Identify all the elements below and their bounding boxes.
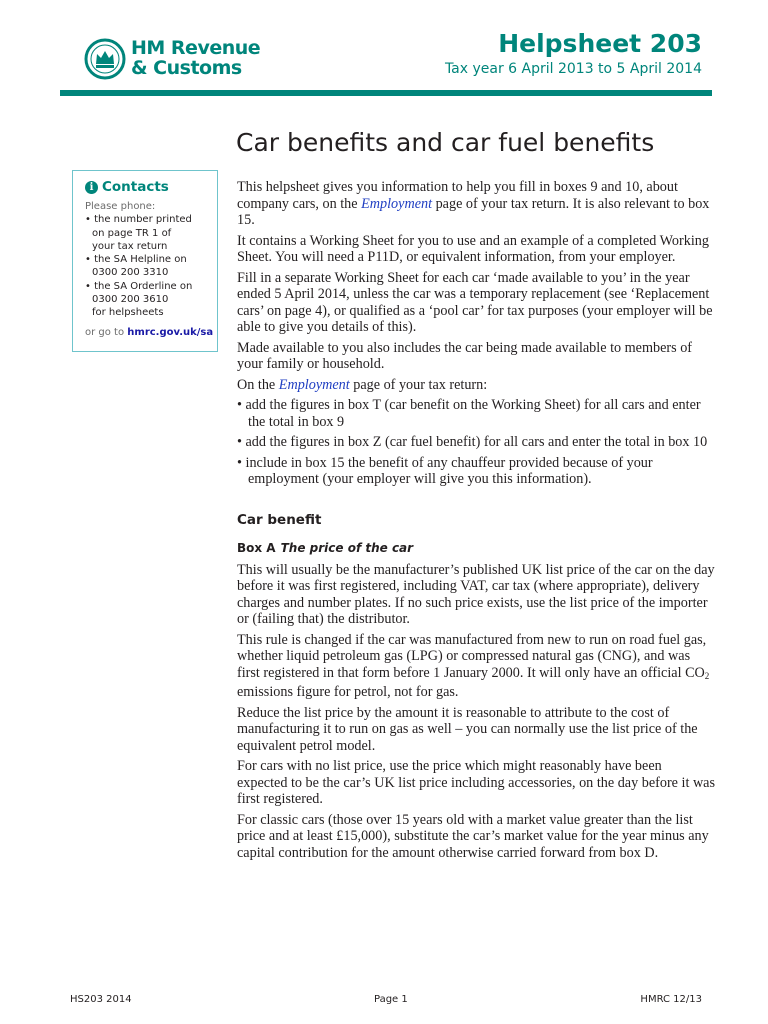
employment-page-ref: Employment [278,376,350,393]
text-run: On the [237,376,276,393]
text-run: emissions figure for petrol, not for gas. [237,684,459,700]
page-title: Car benefits and car fuel benefits [236,128,655,157]
footer-page: Page 1 [374,994,408,1005]
text-run: This rule is changed if the car was manufactured from new to run on road fuel gas, whether liquid petroleum gas (LPG) or compressed natural gas (CNG), and was first registered in that form before 1 January 2000. It will only have an official CO [237,631,707,681]
tax-year: Tax year 6 April 2013 to 5 April 2014 [444,61,702,77]
intro-paragraph [237,179,715,229]
paragraph: Made available to you also includes the car being made available to members of your family or household. [237,339,693,372]
contact-line: 0300 200 3310 [92,267,169,279]
paragraph [237,632,715,701]
text-run: page of your tax return: [353,376,488,393]
paragraph: For classic cars (those over 15 years old with a market value greater than the list price and at least £15,000), substitute the car’s market value for the year minus any capital contribution for the amount otherwise carried forward from box D. [237,811,709,861]
box-heading [237,540,715,557]
contact-line: on page TR 1 of [92,227,172,239]
footer-right: HMRC 12/13 [640,994,702,1005]
org-name-line2: & Customs [131,57,242,79]
please-phone: Please phone: [85,201,156,212]
employment-page-ref: Employment [361,195,433,212]
paragraph: It contains a Working Sheet for you to use and an example of a completed Working Sheet. You will need a P11D, or equivalent information, from your employer. [237,232,709,265]
crown-crest-icon [84,38,126,80]
bullet-item: • add the figures in box T (car benefit on the Working Sheet) for all cars and enter the total in box 9 [237,397,701,430]
footer-left: HS203 2014 [70,994,132,1005]
contact-line: for helpsheets [92,307,164,319]
box-title: The price of the car [280,541,414,555]
go-to-line [85,326,213,339]
org-name-line1: HM Revenue [131,37,261,59]
section-heading: Car benefit [237,511,322,528]
paragraph: Reduce the list price by the amount it is reasonable to attribute to the cost of manufacturing it to run on gas as well – you can normally use the list price of the equivalent petrol model. [237,704,698,754]
bullet-item: • include in box 15 the benefit of any chauffeur provided because of your employment (your employer will give you this information). [237,454,653,487]
paragraph [237,377,715,394]
go-to-prefix: or go to [85,326,125,338]
info-icon: i [85,181,98,194]
contacts-heading [85,179,169,195]
box-label: Box A [237,541,276,555]
text-run: page of your tax return. It is also relevant to box 15. [237,195,710,228]
contact-line: • the SA Helpline on [85,254,187,266]
hmrc-website-link[interactable]: hmrc.gov.uk/sa [127,326,214,338]
contacts-body [85,200,213,339]
header-rule [60,90,712,96]
contact-line: 0300 200 3610 [92,294,169,306]
paragraph: This will usually be the manufacturer’s published UK list price of the car on the day before it was first registered, including VAT, car tax (where appropriate), delivery charges and number plates. If no such price exists, use the list price of the importer or (failing that) the distributor. [237,561,715,627]
main-content [237,179,715,865]
helpsheet-number: Helpsheet 203 [498,29,702,58]
text-run: This helpsheet gives you information to help you fill in boxes 9 and 10, about company cars, on the [237,179,678,212]
contacts-box [72,170,218,352]
hmrc-logo [84,38,264,82]
contacts-heading-text: Contacts [102,179,169,195]
paragraph: Fill in a separate Working Sheet for each car ‘made available to you’ in the year ended 5 April 2014, unless the car was a temporary replacement (see ‘Replacement cars’ on page 4), or qualified as a ‘pool car’ for tax purposes (your employer will be able to give you details of this). [237,269,713,335]
bullet-item: • add the figures in box Z (car fuel benefit) for all cars and enter the total in box 10 [237,434,708,450]
contact-line: • the SA Orderline on [85,280,193,292]
contact-line: • the number printed [85,214,192,226]
subscript: 2 [704,670,710,681]
contact-line: your tax return [92,240,168,252]
paragraph: For cars with no list price, use the price which might reasonably have been expected to be the car’s UK list price including accessories, on the day before it was first registered. [237,758,716,807]
